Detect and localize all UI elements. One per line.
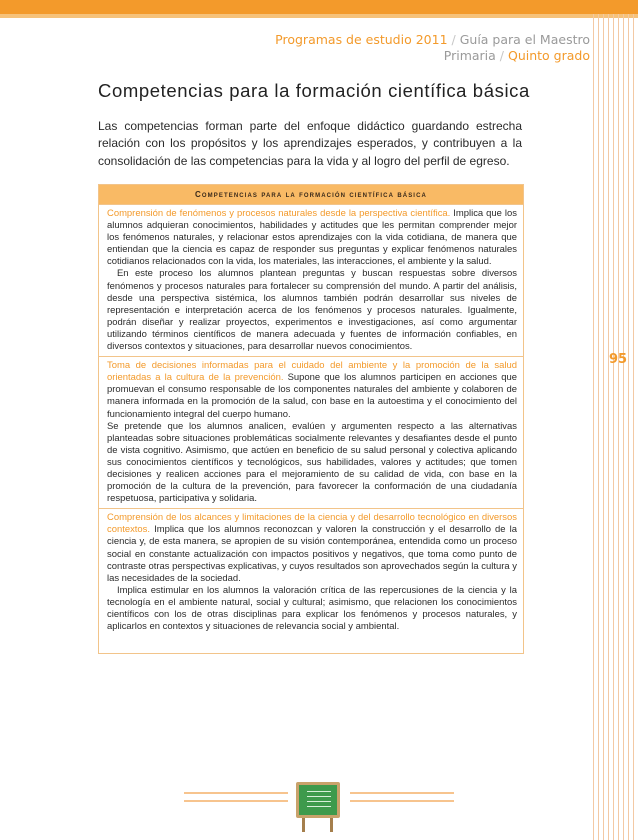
section-title: Competencias para la formación científica básica: [98, 80, 530, 101]
competency-text: Implica que los alumnos reconozcan y valoren la construcción y el desarrollo de la ciencia y, de esta manera, se apropien de su visión contemporánea, entendida como un proceso social en constante actualización con impactos positivos y negativos, que toma como punto de contraste otras perspectivas explicativas, y cuyos resultados son aprovechados según la cultura y las necesidades de la sociedad.: [107, 524, 517, 584]
competency-paragraph: [107, 360, 517, 420]
footer-decoration: [0, 770, 638, 840]
competencies-table: [98, 184, 524, 654]
header-separator-2: /: [499, 48, 505, 63]
competency-lead: Comprensión de los alcances y limitaciones de la ciencia y del desarrollo tecnológico en diversos contextos.: [107, 512, 517, 536]
competency-paragraph-2: En este proceso los alumnos plantean preguntas y buscan respuestas sobre diversos fenómenos y procesos naturales para fortalecer su comprensión del mundo. A partir del análisis, desde una perspectiva sistémica, los alumnos también podrán desarrollar sus niveles de representación e interpretación acerca de los fenómenos y procesos naturales. Igualmente, podrán diseñar y realizar proyectos, experimentos e investigaciones, así como argumentar utilizando términos científicos de manera adecuada y fuentes de información confiables, en diversos contextos y situaciones, para desarrollar nuevos conocimientos.: [107, 268, 517, 353]
chalkboard-icon: [296, 782, 340, 818]
top-accent-band: [0, 14, 638, 18]
header-line-1: [275, 32, 590, 48]
table-heading: Competencias para la formación científica básica: [99, 185, 523, 205]
margin-rules: [591, 14, 638, 840]
competency-block-3: [99, 508, 523, 636]
competency-paragraph-2: Implica estimular en los alumnos la valoración crítica de las repercusiones de la ciencia y la tecnología en el ambiente natural, social y cultural; asimismo, que relacionen los conocimientos científicos con los de otras disciplinas para explicar los fenómenos y procesos naturales, y aplicarlos en contextos y situaciones de relevancia social y ambiental.: [107, 584, 517, 633]
competency-text: Implica que los alumnos adquieran conocimientos, habilidades y actitudes que les permitan comprender mejor los fenómenos naturales, y relacionar estos aprendizajes con la vida cotidiana, de manera que entiendan que la ciencia es capaz de responder sus preguntas y explicar fenómenos naturales cotidianos relacionados con la vida, los materiales, las interacciones, el ambiente y la salud.: [107, 208, 517, 268]
header-separator: /: [451, 32, 456, 47]
program-title: Programas de estudio 2011: [275, 32, 448, 47]
competency-block-2: [99, 356, 523, 508]
competency-lead: Toma de decisiones informadas para el cuidado del ambiente y la promoción de la salud orientadas a la cultura de la prevención.: [107, 360, 517, 384]
competency-block-1: [99, 205, 523, 356]
top-accent-bar: [0, 0, 638, 14]
grade-label: Quinto grado: [508, 48, 590, 63]
level-label: Primaria: [443, 48, 496, 63]
competency-paragraph: [107, 512, 517, 585]
running-header: [275, 32, 590, 64]
competency-lead: Comprensión de fenómenos y procesos naturales desde la perspectiva científica.: [107, 208, 451, 219]
page-number: 95: [608, 352, 628, 367]
guide-title: Guía para el Maestro: [459, 32, 590, 47]
intro-paragraph: Las competencias forman parte del enfoque didáctico guardando estrecha relación con los propósitos y los aprendizajes esperados, y contribuyen a la consolidación de las competencias para la vida y al logro del perfil de egreso.: [98, 119, 522, 168]
competency-paragraph: [107, 208, 517, 268]
competency-paragraph-2: Se pretende que los alumnos analicen, evalúen y argumenten respecto a las alternativas planteadas sobre situaciones problemáticas socialmente relevantes y desafiantes desde el punto de vista cognitivo. Asimismo, que actúen en beneficio de su salud personal y colectiva aplicando sus conocimientos científicos y tecnológicos, sus habilidades, valores y actitudes; que tomen decisiones y realicen acciones para el mejoramiento de su calidad de vida, con base en la promoción de la cultura de la prevención, para favorecer la conformación de una ciudadanía respetuosa, participativa y solidaria.: [107, 420, 517, 505]
competency-text: Supone que los alumnos participen en acciones que promuevan el consumo responsable de los componentes naturales del ambiente y colaboren de manera informada en la promoción de la salud, con base en la autoestima y el conocimiento del funcionamiento integral del cuerpo humano.: [107, 372, 517, 420]
header-line-2: [275, 48, 590, 64]
